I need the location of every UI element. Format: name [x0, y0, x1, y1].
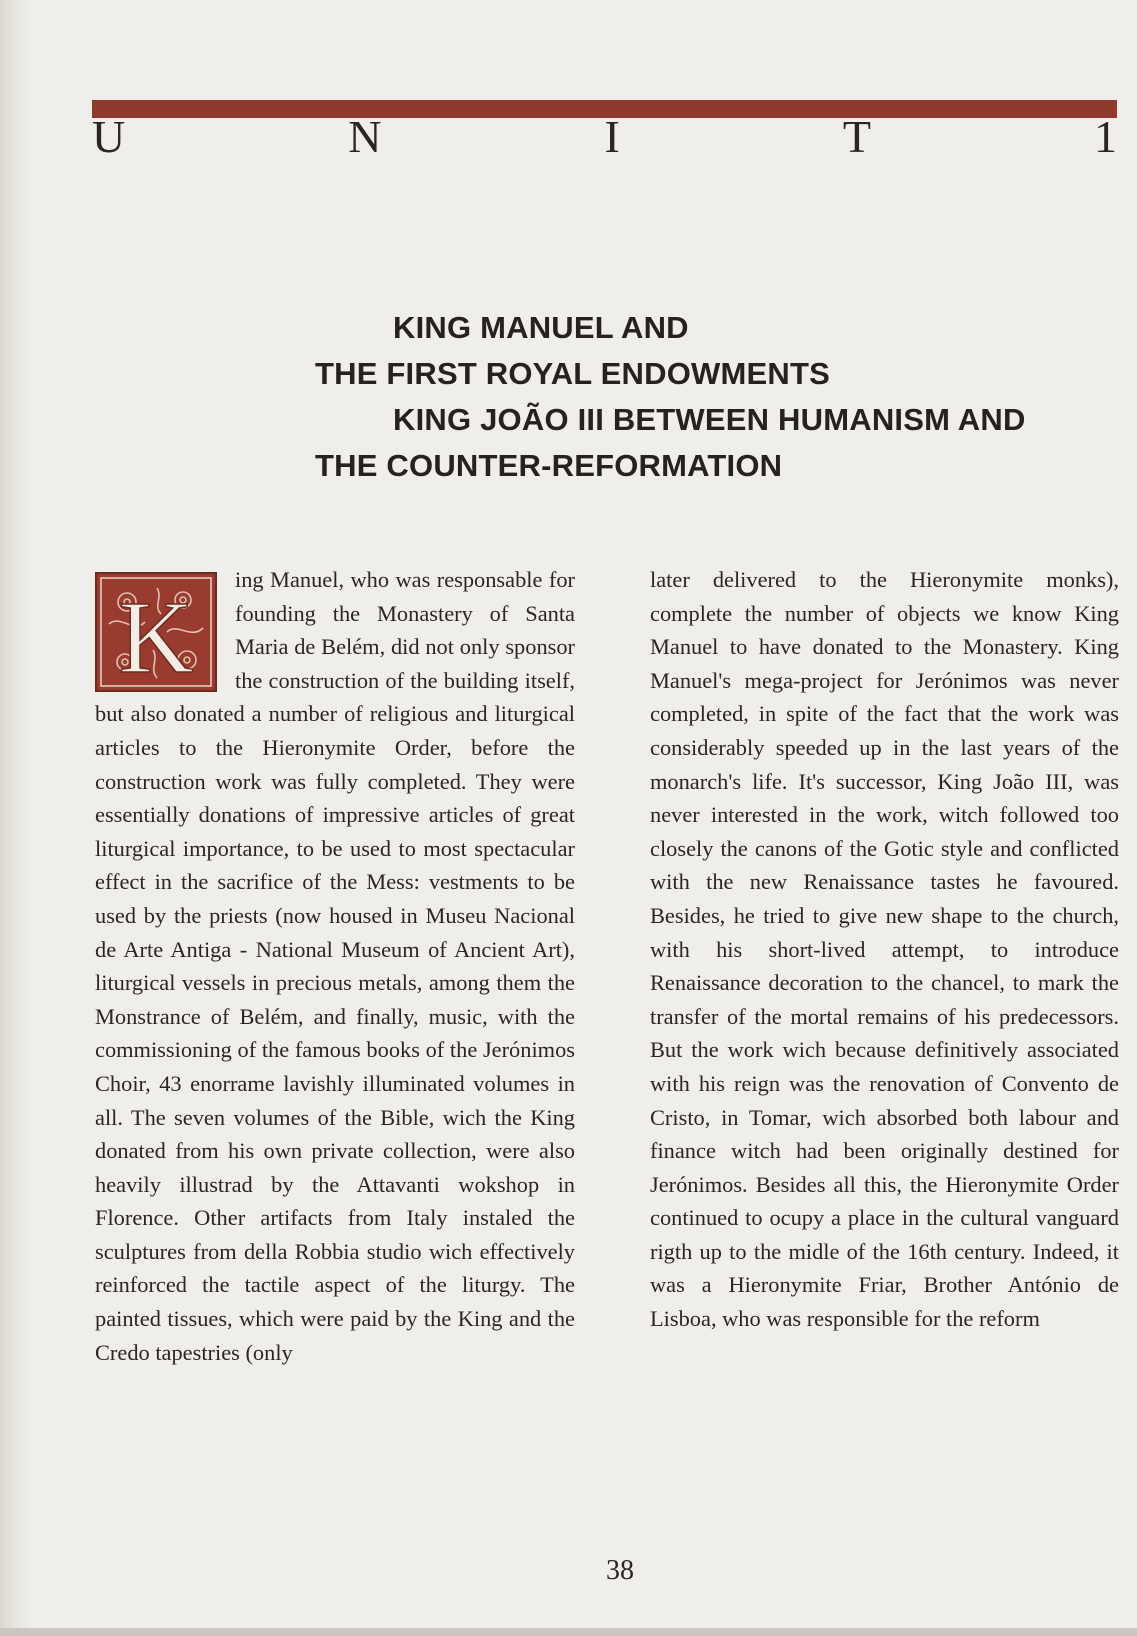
title-line-1: KING MANUEL AND: [393, 310, 689, 345]
chapter-titles: [300, 305, 1120, 489]
left-column-text: ing Manuel, who was responsable for founding the Monastery of Santa Maria de Belém, did not only sponsor the construction of the building itself, but also donated a number of religious and liturgical articles to the Hieronymite Order, before the construction work was fully completed. They were essentially donations of impressive articles of great liturgical importance, to be used to most spectacular effect in the sacrifice of the Mess: vestments to be used by the priests (now housed in Museu Nacional de Arte Antiga - National Museum of Ancient Art), liturgical vessels in precious metals, among them the Monstrance of Belém, and finally, music, with the commissioning of the famous books of the Jerónimos Choir, 43 enorrame lavishly illuminated volumes in all. The seven volumes of the Bible, wich the King donated from his own private collection, were also heavily illustrad by the Attavanti wokshop in Florence. Other artifacts from Italy instaled the sculptures from della Robbia studio wich effectively reinforced the tactile aspect of the liturgy. The painted tissues, which were paid by the King and the Credo tapestries (only: [95, 567, 575, 1365]
right-column-text: later delivered to the Hieronymite monks), complete the number of objects we know King Manuel to have donated to the Monastery. King Manuel's mega-project for Jerónimos was never completed, in spite of the fact that the work was considerably speeded up in the last years of the monarch's life. It's successor, King João III, was never interested in the work, witch followed too closely the canons of the Gotic style and conflicted with the new Renaissance tastes he favoured. Besides, he tried to give new shape to the church, with his short-lived attempt, to introduce Renaissance decoration to the chancel, to mark the transfer of the mortal remains of his predecessors. But the work wich because definitively associated with his reign was the renovation of Convento de Cristo, in Tomar, wich absorbed both labour and finance witch had been originally destined for Jerónimos. Besides all this, the Hieronymite Order continued to ocupy a place in the cultural vanguard rigth up to the midle of the 16th century. Indeed, it was a Hieronymite Friar, Brother António de Lisboa, who was responsible for the reform: [650, 567, 1119, 1332]
page-binding-edge: [0, 0, 30, 1636]
title-line-3: KING JOÃO III BETWEEN HUMANISM AND: [393, 402, 1026, 437]
unit-letter-t: T: [842, 111, 871, 162]
drop-cap-k-icon: [95, 572, 217, 692]
unit-letter-i: I: [604, 111, 620, 162]
unit-letter-n: N: [348, 111, 382, 162]
title-line-2: THE FIRST ROYAL ENDOWMENTS: [315, 356, 831, 391]
text-column-right: [650, 563, 1119, 1336]
unit-letter-u: U: [92, 111, 126, 162]
text-column-left: [95, 563, 575, 1369]
drop-cap-ornament: [97, 574, 215, 690]
title-line-4: THE COUNTER-REFORMATION: [315, 448, 783, 483]
unit-heading: [92, 112, 1117, 162]
page-number: 38: [606, 1555, 634, 1586]
drop-cap-letter: K: [118, 580, 194, 690]
unit-number: 1: [1093, 111, 1117, 162]
page-bottom-edge: [0, 1628, 1137, 1636]
